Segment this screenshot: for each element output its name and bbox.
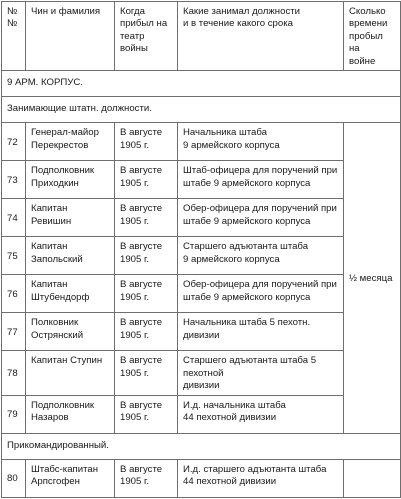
corps-title: 9 АРМ. КОРПУС. (2, 71, 401, 97)
table-row (2, 123, 401, 161)
officers-table (1, 1, 401, 498)
row-number: 74 (2, 199, 26, 237)
arrival-date: В августе 1905 г. (115, 351, 178, 395)
arrival-date: В августе 1905 г. (115, 199, 178, 237)
position-held: И.д. начальника штаба 44 пехотной дивизии (178, 395, 344, 433)
row-number: 73 (2, 161, 26, 199)
rank-and-name: Генерал-майор Перекрестов (26, 123, 115, 161)
position-held: Штаб-офицера для поручений при штабе 9 армейского корпуса (178, 161, 344, 199)
header-when: Когда прибыл на театр войны (115, 2, 178, 71)
arrival-date: В августе 1905 г. (115, 275, 178, 313)
rank-and-name: Капитан Запольский (26, 237, 115, 275)
header-num: №№ (2, 2, 26, 71)
table-row (2, 199, 401, 237)
header-name: Чин и фамилия (26, 2, 115, 71)
row-number: 72 (2, 123, 26, 161)
arrival-date: В августе 1905 г. (115, 395, 178, 433)
table-row (2, 459, 401, 497)
arrival-date: В августе 1905 г. (115, 459, 178, 497)
table-row (2, 275, 401, 313)
duration-empty (344, 459, 401, 497)
position-held: И.д. старшего адъютанта штаба 44 пехотной дивизии (178, 459, 344, 497)
arrival-date: В августе 1905 г. (115, 237, 178, 275)
rank-and-name: Полковник Острянский (26, 313, 115, 351)
row-number: 75 (2, 237, 26, 275)
position-held: Старшего адъютанта штаба 5 пехотной дивизии (178, 351, 344, 395)
rank-and-name: Капитан Штубендорф (26, 275, 115, 313)
arrival-date: В августе 1905 г. (115, 161, 178, 199)
section-attached-row (2, 433, 401, 459)
duration-value: ½ месяца (344, 123, 401, 433)
table-row (2, 161, 401, 199)
position-held: Начальника штаба 5 пехотн. дивизии (178, 313, 344, 351)
table-row (2, 395, 401, 433)
rank-and-name: Капитан Ревишин (26, 199, 115, 237)
rank-and-name: Штабс-капитан Арпсгофен (26, 459, 115, 497)
section-staff-label: Занимающие штатн. должности. (2, 97, 401, 123)
section-staff-row (2, 97, 401, 123)
position-held: Старшего адъютанта штаба 9 армейского корпуса (178, 237, 344, 275)
section-attached-label: Прикомандированный. (2, 433, 401, 459)
arrival-date: В августе 1905 г. (115, 123, 178, 161)
row-number: 77 (2, 313, 26, 351)
row-number: 80 (2, 459, 26, 497)
row-number: 79 (2, 395, 26, 433)
rank-and-name: Подполковник Приходкин (26, 161, 115, 199)
rank-and-name: Подполковник Назаров (26, 395, 115, 433)
table-row (2, 313, 401, 351)
table-header-row (2, 2, 401, 71)
header-duration: Сколько времени пробыл на войне (344, 2, 401, 71)
corps-title-row (2, 71, 401, 97)
arrival-date: В августе 1905 г. (115, 313, 178, 351)
table-row (2, 351, 401, 395)
position-held: Начальника штаба 9 армейского корпуса (178, 123, 344, 161)
position-held: Обер-офицера для поручений при штабе 9 армейского корпуса (178, 199, 344, 237)
rank-and-name: Капитан Ступин (26, 351, 115, 395)
table-row (2, 237, 401, 275)
position-held: Обер-офицера для поручений при штабе 9 армейского корпуса (178, 275, 344, 313)
row-number: 76 (2, 275, 26, 313)
row-number: 78 (2, 351, 26, 395)
header-positions: Какие занимал должности и в течение какого срока (178, 2, 344, 71)
